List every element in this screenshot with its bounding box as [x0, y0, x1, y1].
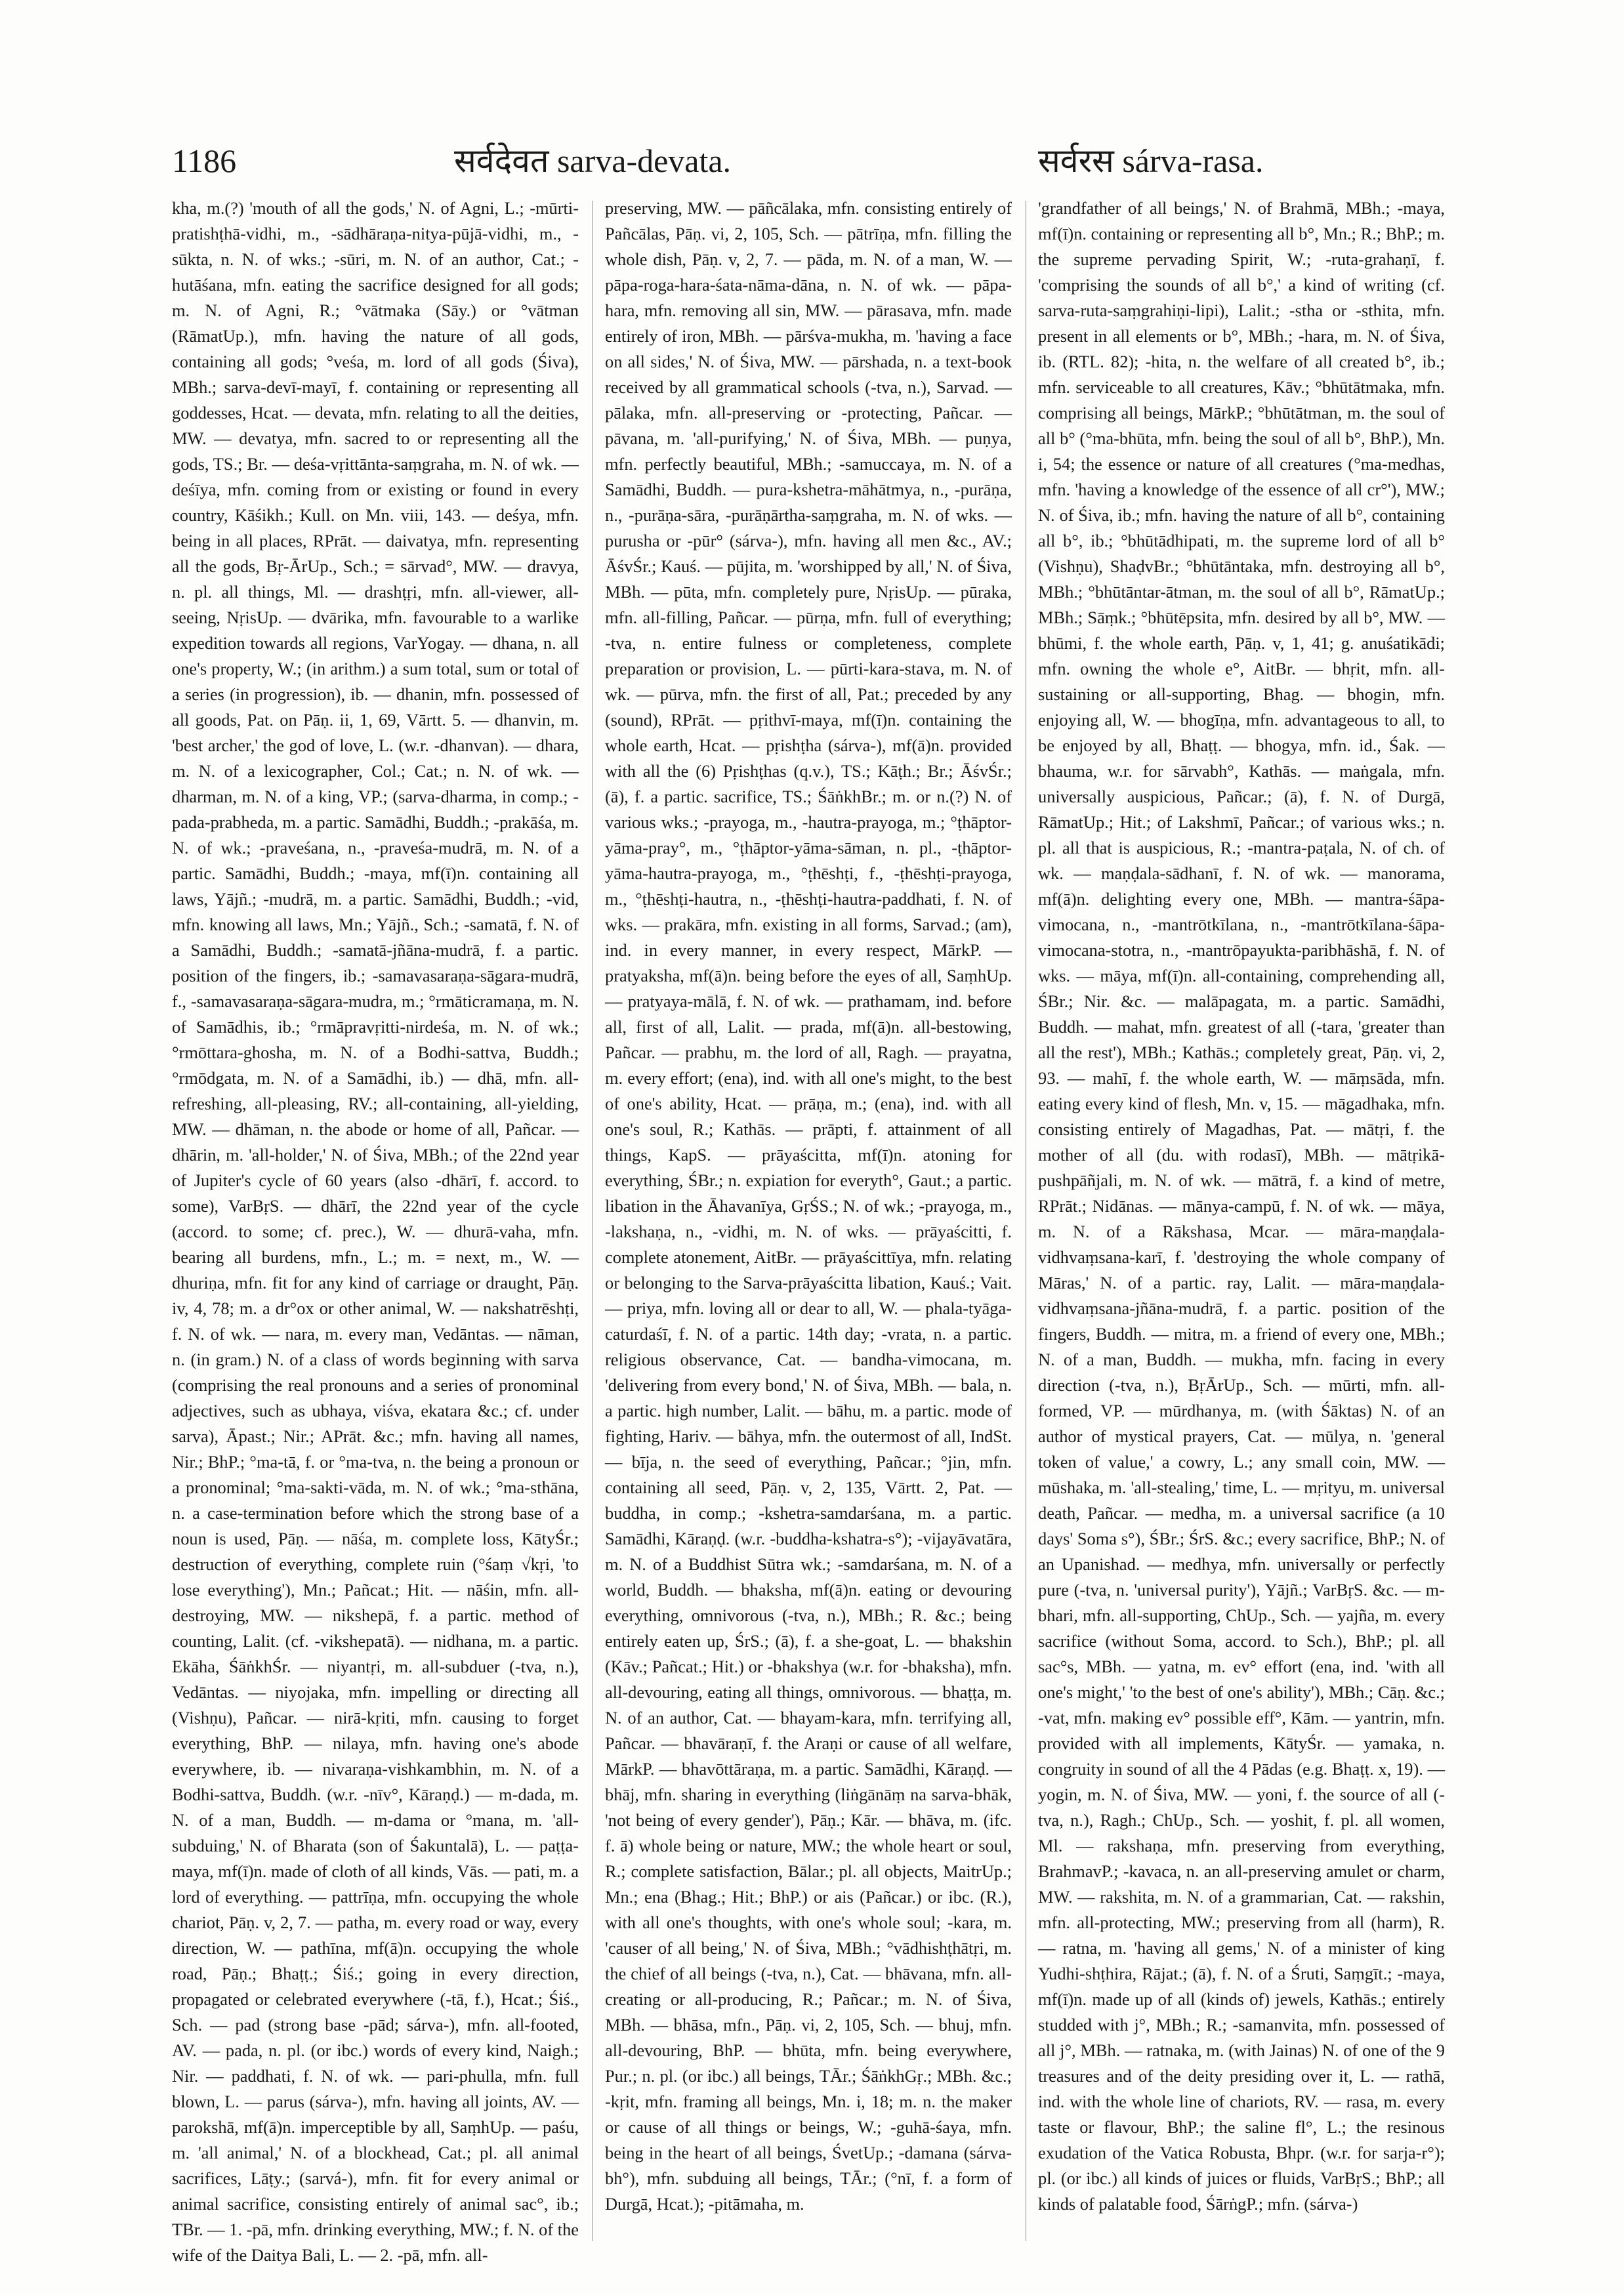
column-3 [1038, 196, 1445, 2249]
column-2-text: preserving, MW. — pāñcālaka, mfn. consisting entirely of Pañcālas, Pāṇ. vi, 2, 105, Sch. — pātrīṇa, mfn. filling the whole dish, Pāṇ. v, 2, 7. — pāda, m. N. of a man, W. — pāpa-roga-hara-śata-nāma-dāna, n. N. of wk. — pāpa-hara, mfn. removing all sin, MW. — pārasava, mfn. made entirely of iron, MBh. — pārśva-mukha, m. 'having a face on all sides,' N. of Śiva, MW. — pārshada, n. a text-book received by all grammatical schools (-tva, n.), Sarvad. — pālaka, mfn. all-preserving or -protecting, Pañcar. — pāvana, m. 'all-purifying,' N. of Śiva, MBh. — puṇya, mfn. perfectly beautiful, MBh.; -samuccaya, m. N. of a Samādhi, Buddh. — pura-kshetra-māhātmya, n., -purāṇa, n., -purāṇa-sāra, -purāṇārtha-saṃgraha, m. N. of wks. — purusha or -pūr° (sárva-), mfn. having all men &c., AV.; ĀśvŚr.; Kauś. — pūjita, m. 'worshipped by all,' N. of Śiva, MBh. — pūta, mfn. completely pure, NṛisUp. — pūraka, mfn. all-filling, Pañcar. — pūrṇa, mfn. full of everything; -tva, n. entire fulness or completeness, complete preparation or provision, L. — pūrti-kara-stava, m. N. of wk. — pūrva, mfn. the first of all, Pat.; preceded by any (sound), RPrāt. — pṛithvī-maya, mf(ī)n. containing the whole earth, Hcat. — pṛishṭha (sárva-), mf(ā)n. provided with all the (6) Pṛishṭhas (q.v.), TS.; Kāṭh.; Br.; ĀśvŚr.; (ā), f. a partic. sacrifice, TS.; ŚāṅkhBr.; m. or n.(?) N. of various wks.; -prayoga, m., -hautra-prayoga, m.; °ṭhāptor-yāma-pray°, m., °ṭhāptor-yāma-sāman, n. pl., -ṭhāptor-yāma-hautra-prayoga, m., °ṭhēshṭi, f., -ṭhēshṭi-prayoga, m., °ṭhēshṭi-hautra, n., -ṭhēshṭi-hautra-paddhati, f. N. of wks. — prakāra, mfn. existing in all forms, Sarvad.; (am), ind. in every manner, in every respect, MārkP. — pratyaksha, mf(ā)n. being before the eyes of all, SaṃhUp. — pratyaya-mālā, f. N. of wk. — prathamam, ind. before all, first of all, Lalit. — prada, mf(ā)n. all-bestowing, Pañcar. — prabhu, m. the lord of all, Ragh. — prayatna, m. every effort; (ena), ind. with all one's might, to the best of one's ability, Hcat. — prāṇa, m.; (ena), ind. with all one's soul, R.; Kathās. — prāpti, f. attainment of all things, KapS. — prāyaścitta, mf(ī)n. atoning for everything, ŚBr.; n. expiation for everyth°, Gaut.; a partic. libation in the Āhavanīya, GṛŚS.; N. of wk.; -prayoga, m., -lakshaṇa, n., -vidhi, m. N. of wks. — prāyaścitti, f. complete atonement, AitBr. — prāyaścittīya, mfn. relating or belonging to the Sarva-prāyaścitta libation, Kauś.; Vait. — priya, mfn. loving all or dear to all, W. — phala-tyāga-caturdaśī, f. N. of a partic. 14th day; -vrata, n. a partic. religious observance, Cat. — bandha-vimocana, m. 'delivering from every bond,' N. of Śiva, MBh. — bala, n. a partic. high number, Lalit. — bāhu, m. a partic. mode of fighting, Hariv. — bāhya, mfn. the outermost of all, IndSt. — bīja, n. the seed of everything, Pañcar.; °jin, mfn. containing all seed, Pāṇ. v, 2, 135, Vārtt. 2, Pat. — buddha, in comp.; -kshetra-samdarśana, m. a partic. Samādhi, Kāraṇḍ. (w.r. -buddha-kshatra-s°); -vijayāvatāra, m. N. of a Buddhist Sūtra wk.; -samdarśana, m. N. of a world, Buddh. — bhaksha, mf(ā)n. eating or devouring everything, omnivorous (-tva, n.), MBh.; R. &c.; being entirely eaten up, ŚrS.; (ā), f. a she-goat, L. — bhakshin (Kāv.; Pañcat.; Hit.) or -bhakshya (w.r. for -bhaksha), mfn. all-devouring, eating all things, omnivorous. — bhaṭṭa, m. N. of an author, Cat. — bhayam-kara, mfn. terrifying all, Pañcar. — bhavāraṇī, f. the Araṇi or cause of all welfare, MārkP. — bhavōttāraṇa, m. a partic. Samādhi, Kāraṇḍ. — bhāj, mfn. sharing in everything (liṅgānāṃ na sarva-bhāk, 'not being of every gender'), Pāṇ.; Kār. — bhāva, m. (ifc. f. ā) whole being or nature, MW.; the whole heart or soul, R.; complete satisfaction, Bālar.; pl. all objects, MaitrUp.; Mn.; ena (Bhag.; Hit.; BhP.) or ais (Pañcar.) or ibc. (R.), with all one's thoughts, with one's whole soul; -kara, m. 'causer of all being,' N. of Śiva, MBh.; °vādhishṭhātṛi, m. the chief of all beings (-tva, n.), Cat. — bhāvana, mfn. all-creating or all-producing, R.; Pañcar.; m. N. of Śiva, MBh. — bhāsa, mfn., Pāṇ. vi, 2, 105, Sch. — bhuj, mfn. all-devouring, BhP. — bhūta, mfn. being everywhere, Pur.; n. pl. (or ibc.) all beings, TĀr.; ŚāṅkhGṛ.; MBh. &c.; -kṛit, mfn. framing all beings, Mn. i, 18; m. n. the maker or cause of all things or beings, W.; -guhā-śaya, mfn. being in the heart of all beings, ŚvetUp.; -damana (sárva-bh°), mfn. subduing all beings, TĀr.; (°nī, f. a form of Durgā, Hcat.); -pitāmaha, m. [605, 198, 1012, 2214]
page-number: 1186 [172, 142, 237, 179]
page-header [172, 139, 1484, 185]
column-1-text: kha, m.(?) 'mouth of all the gods,' N. of Agni, L.; -mūrti-pratishṭhā-vidhi, m., -sādhāraṇa-nitya-pūjā-vidhi, m., -sūkta, n. N. of wks.; -sūri, m. N. of an author, Cat.; -hutāśana, mfn. eating the sacrifice designed for all gods; m. N. of Agni, R.; °vātmaka (Sāy.) or °vātman (RāmatUp.), mfn. having the nature of all gods, containing all gods; °veśa, m. lord of all gods (Śiva), MBh.; sarva-devī-mayī, f. containing or representing all goddesses, Hcat. — devata, mfn. relating to all the deities, MW. — devatya, mfn. sacred to or representing all the gods, TS.; Br. — deśa-vṛittānta-saṃgraha, m. N. of wk. — deśīya, mfn. coming from or existing or found in every country, Kāśikh.; Kull. on Mn. viii, 143. — deśya, mfn. being in all places, RPrāt. — daivatya, mfn. representing all the gods, Bṛ-ĀrUp., Sch.; = sārvad°, MW. — dravya, n. pl. all things, Ml. — drashṭṛi, mfn. all-viewer, all-seeing, NṛisUp. — dvārika, mfn. favourable to a warlike expedition towards all regions, VarYogay. — dhana, n. all one's property, W.; (in arithm.) a sum total, sum or total of a series (in progression), ib. — dhanin, mfn. possessed of all goods, Pat. on Pāṇ. ii, 1, 69, Vārtt. 5. — dhanvin, m. 'best archer,' the god of love, L. (w.r. -dhanvan). — dhara, m. N. of a lexicographer, Col.; Cat.; n. N. of wk. — dharman, m. N. of a king, VP.; (sarva-dharma, in comp.; -pada-prabheda, m. a partic. Samādhi, Buddh.; -prakāśa, m. N. of wk.; -praveśana, n., -praveśa-mudrā, m. N. of a partic. Samādhi, Buddh.; -maya, mf(ī)n. containing all laws, Yājñ.; -mudrā, m. a partic. Samādhi, Buddh.; -vid, mfn. knowing all laws, Mn.; Yājñ., Sch.; -samatā, f. N. of a Samādhi, Buddh.; -samatā-jñāna-mudrā, f. a partic. position of the fingers, ib.; -samavasaraṇa-sāgara-mudrā, f., -samavasaraṇa-sāgara-mudra, m.; °rmāticramaṇa, m. N. of Samādhis, ib.; °rmāpravṛitti-nirdeśa, m. N. of wk.; °rmōttara-ghosha, m. N. of a Bodhi-sattva, Buddh.; °rmōdgata, m. N. of a Samādhi, ib.) — dhā, mfn. all-refreshing, all-pleasing, RV.; all-containing, all-yielding, MW. — dhāman, n. the abode or home of all, Pañcar. — dhārin, m. 'all-holder,' N. of Śiva, MBh.; of the 22nd year of Jupiter's cycle of 60 years (also -dhārī, f. accord. to some), VarBṛS. — dhārī, the 22nd year of the cycle (accord. to some; cf. prec.), W. — dhurā-vaha, mfn. bearing all burdens, mfn., L.; m. = next, m., W. — dhuriṇa, mfn. fit for any kind of carriage or draught, Pāṇ. iv, 4, 78; m. a dr°ox or other animal, W. — nakshatrēshṭi, f. N. of wk. — nara, m. every man, Vedāntas. — nāman, n. (in gram.) N. of a class of words beginning with sarva (comprising the real pronouns and a series of pronominal adjectives, such as ubhaya, viśva, ekatara &c.; cf. under sarva), Āpast.; Nir.; APrāt. &c.; mfn. having all names, Nir.; BhP.; °ma-tā, f. or °ma-tva, n. the being a pronoun or a pronominal; °ma-sakti-vāda, m. N. of wk.; °ma-sthāna, n. a case-termination before which the strong base of a noun is used, Pāṇ. — nāśa, m. complete loss, KātyŚr.; destruction of everything, complete ruin (°śaṃ √kṛi, 'to lose everything'), Mn.; Pañcat.; Hit. — nāśin, mfn. all-destroying, MW. — nikshepā, f. a partic. method of counting, Lalit. (cf. -vikshepatā). — nidhana, m. a partic. Ekāha, ŚāṅkhŚr. — niyantṛi, m. all-subduer (-tva, n.), Vedāntas. — niyojaka, mfn. impelling or directing all (Vishṇu), Pañcar. — nirā-kṛiti, mfn. causing to forget everything, BhP. — nilaya, mfn. having one's abode everywhere, ib. — nivaraṇa-vishkambhin, m. N. of a Bodhi-sattva, Buddh. (w.r. -nīv°, Kāraṇḍ.) — m-dada, m. N. of a man, Buddh. — m-dama or °mana, m. 'all-subduing,' N. of Bharata (son of Śakuntalā), L. — paṭṭa-maya, mf(ī)n. made of cloth of all kinds, Vās. — pati, m. a lord of everything. — pattrīṇa, mfn. occupying the whole chariot, Pāṇ. v, 2, 7. — patha, m. every road or way, every direction, W. — pathīna, mf(ā)n. occupying the whole road, Pāṇ.; Bhaṭṭ.; Śiś.; going in every direction, propagated or celebrated everywhere (-tā, f.), Hcat.; Śiś., Sch. — pad (strong base -pād; sárva-), mfn. all-footed, AV. — pada, n. pl. (or ibc.) words of every kind, Naigh.; Nir. — paddhati, f. N. of wk. — pari-phulla, mfn. full blown, L. — parus (sárva-), mfn. having all joints, AV. — parokshā, mf(ā)n. imperceptible by all, SaṃhUp. — paśu, m. 'all animal,' N. of a blockhead, Cat.; pl. all animal sacrifices, Lāṭy.; (sarvá-), mfn. fit for every animal or animal sacrifice, consisting entirely of animal sac°, ib.; TBr. — 1. -pā, mfn. drinking everything, MW.; f. N. of the wife of the Daitya Bali, L. — 2. -pā, mfn. all- [172, 198, 579, 2265]
column-2 [605, 196, 1012, 2249]
text-columns [172, 196, 1451, 2265]
right-running-headword: सर्वरस sárva-rasa. [1038, 142, 1264, 179]
column-1 [172, 196, 579, 2265]
left-running-headword: सर्वदेवत sarva-devata. [454, 142, 732, 179]
column-3-text: 'grandfather of all beings,' N. of Brahmā, MBh.; -maya, mf(ī)n. containing or representing all b°, Mn.; R.; BhP.; m. the supreme pervading Spirit, W.; -ruta-grahaṇī, f. 'comprising the sounds of all b°,' a kind of writing (cf. sarva-ruta-saṃgrahiṇi-lipi), Lalit.; -stha or -sthita, mfn. present in all elements or b°, MBh.; -hara, m. N. of Śiva, ib. (RTL. 82); -hita, n. the welfare of all created b°, ib.; mfn. serviceable to all creatures, Kāv.; °bhūtātmaka, mfn. comprising all beings, MārkP.; °bhūtātman, m. the soul of all b° (°ma-bhūta, mfn. being the soul of all b°, BhP.), Mn. i, 54; the essence or nature of all creatures (°ma-medhas, mfn. 'having a knowledge of the essence of all cr°'), MW.; N. of Śiva, ib.; mfn. having the nature of all b°, containing all b°, ib.; °bhūtādhipati, m. the supreme lord of all b° (Vishṇu), ShaḍvBr.; °bhūtāntaka, mfn. destroying all b°, MBh.; °bhūtāntar-ātman, m. the soul of all b°, RāmatUp.; MBh.; Sāṃk.; °bhūtēpsita, mfn. desired by all b°, MW. — bhūmi, f. the whole earth, Pāṇ. v, 1, 41; g. anuśatikādi; mfn. owning the whole e°, AitBr. — bhṛit, mfn. all-sustaining or all-supporting, Bhag. — bhogin, mfn. enjoying all, W. — bhogīṇa, mfn. advantageous to all, to be enjoyed by all, Bhaṭṭ. — bhogya, mfn. id., Śak. — bhauma, w.r. for sārvabh°, Kathās. — maṅgala, mfn. universally auspicious, Pañcar.; (ā), f. N. of Durgā, RāmatUp.; Hit.; of Lakshmī, Pañcar.; of various wks.; n. pl. all that is auspicious, R.; -mantra-paṭala, N. of ch. of wk. — maṇḍala-sādhanī, f. N. of wk. — manorama, mf(ā)n. delighting every one, MBh. — mantra-śāpa-vimocana, n., -mantrōtkīlana, n., -mantrōtkīlana-śāpa-vimocana-stotra, n., -mantrōpayukta-paribhāshā, f. N. of wks. — māya, mf(ī)n. all-containing, comprehending all, ŚBr.; Nir. &c. — malāpagata, m. a partic. Samādhi, Buddh. — mahat, mfn. greatest of all (-tara, 'greater than all the rest'), MBh.; Kathās.; completely great, Pāṇ. vi, 2, 93. — mahī, f. the whole earth, W. — māṃsāda, mfn. eating every kind of flesh, Mn. v, 15. — māgadhaka, mfn. consisting entirely of Magadhas, Pat. — mātṛi, f. the mother of all (du. with rodasī), MBh. — mātṛikā-pushpāñjali, m. N. of wk. — mātrā, f. a kind of metre, RPrāt.; Nidānas. — mānya-campū, f. N. of wk. — māya, m. N. of a Rākshasa, Mcar. — māra-maṇḍala-vidhvaṃsana-karī, f. 'destroying the whole company of Māras,' N. of a partic. ray, Lalit. — māra-maṇḍala-vidhvaṃsana-jñāna-mudrā, f. a partic. position of the fingers, Buddh. — mitra, m. a friend of every one, MBh.; N. of a man, Buddh. — mukha, mfn. facing in every direction (-tva, n.), BṛĀrUp., Sch. — mūrti, mfn. all-formed, VP. — mūrdhanya, m. (with Śāktas) N. of an author of mystical prayers, Cat. — mūlya, n. 'general token of value,' a cowry, L.; any small coin, MW. — mūshaka, m. 'all-stealing,' time, L. — mṛityu, m. universal death, Pañcar. — medha, m. a universal sacrifice (a 10 days' Soma s°), ŚBr.; ŚrS. &c.; every sacrifice, BhP.; N. of an Upanishad. — medhya, mfn. universally or perfectly pure (-tva, n. 'universal purity'), Yājñ.; VarBṛS. &c. — m-bhari, mfn. all-supporting, ChUp., Sch. — yajña, m. every sacrifice (without Soma, accord. to Sch.), BhP.; pl. all sac°s, MBh. — yatna, m. ev° effort (ena, ind. 'with all one's might,' 'to the best of one's ability'), MBh.; Cāṇ. &c.; -vat, mfn. making ev° possible eff°, Kām. — yantrin, mfn. provided with all implements, KātyŚr. — yamaka, n. congruity in sound of all the 4 Pādas (e.g. Bhaṭṭ. x, 19). — yogin, m. N. of Śiva, MW. — yoni, f. the source of all (-tva, n.), Ragh.; ChUp., Sch. — yoshit, f. pl. all women, Ml. — rakshaṇa, mfn. preserving from everything, BrahmavP.; -kavaca, n. an all-preserving amulet or charm, MW. — rakshita, m. N. of a grammarian, Cat. — rakshin, mfn. all-protecting, MW.; preserving from all (harm), R. — ratna, m. 'having all gems,' N. of a minister of king Yudhi-shṭhira, Rājat.; (ā), f. N. of a Śruti, Saṃgīt.; -maya, mf(ī)n. made up of all (kinds of) jewels, Kathās.; entirely studded with j°, MBh.; R.; -samanvita, mfn. possessed of all j°, MBh. — ratnaka, m. (with Jainas) N. of one of the 9 treasures and of the deity presiding over it, L. — rathā, ind. with the whole line of chariots, RV. — rasa, m. every taste or flavour, BhP.; the saline fl°, L.; the resinous exudation of the Vatica Robusta, Bhpr. (w.r. for sarja-r°); pl. (or ibc.) all kinds of juices or fluids, VarBṛS.; BhP.; all kinds of palatable food, ŚārṅgP.; mfn. (sárva-) [1038, 198, 1445, 2214]
